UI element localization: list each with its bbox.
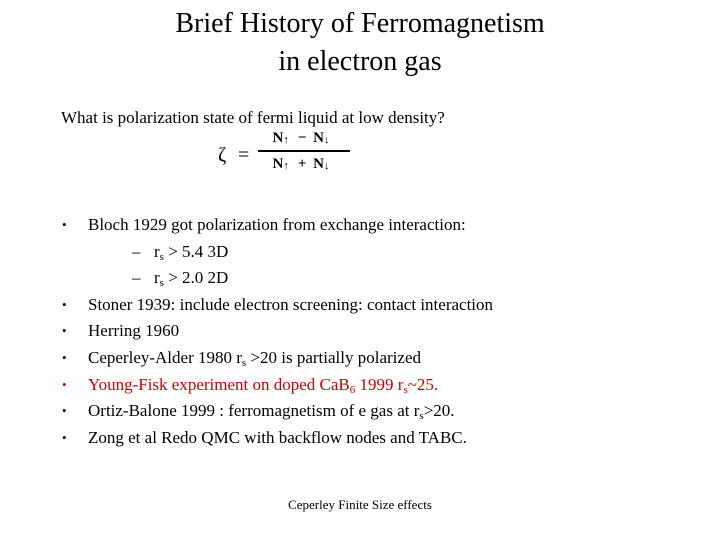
dash: –: [132, 241, 141, 261]
item-bloch-2d: $r_s > 2.0$ 2D: [154, 268, 229, 290]
item-bloch-3d: $r_s > 5.4$ 3D: [154, 241, 229, 263]
bullet: •: [62, 349, 67, 365]
dash: –: [132, 268, 141, 288]
item-young-fisk: Young-Fisk experiment on doped CaB$_6$ 1999 $r_s\sim 25$.: [88, 374, 439, 396]
zeta-symbol: ζ: [218, 144, 227, 166]
bullet: •: [62, 217, 67, 232]
item-herring: Herring 1960: [88, 321, 180, 341]
bullet: •: [62, 403, 67, 419]
bullet: •: [62, 323, 67, 339]
equals-sign: =: [238, 144, 250, 166]
item-stoner: Stoner 1939: include electron screening: contact interaction: [88, 294, 494, 314]
fraction: [258, 128, 350, 174]
fraction-bar: [258, 150, 350, 152]
bullet: •: [62, 296, 67, 312]
footer-text: Ceperley Finite Size effects: [288, 497, 432, 512]
denominator: N↑ + N↓: [272, 156, 330, 172]
slide-title: [0, 5, 720, 81]
question-text: What is polarization state of fermi liquid at low density?: [61, 108, 445, 127]
item-zong: Zong et al Redo QMC with backflow nodes and TABC.: [88, 427, 467, 447]
item-ceperley-alder: Ceperley-Alder 1980 $r_s >20$ is partially polarized: [88, 347, 421, 369]
title-line-2: in electron gas: [278, 46, 442, 77]
item-ortiz-balone: Ortiz-Balone 1999 : ferromagnetism of e gas at $r_s>20$.: [88, 401, 455, 423]
bullet: •: [62, 429, 67, 445]
item-bloch: Bloch 1929 got polarization from exchange interaction:: [88, 215, 466, 234]
bullet: •: [62, 376, 67, 392]
title-line-1: Brief History of Ferromagnetism: [175, 8, 545, 39]
numerator: N↑ − N↓: [272, 130, 330, 146]
